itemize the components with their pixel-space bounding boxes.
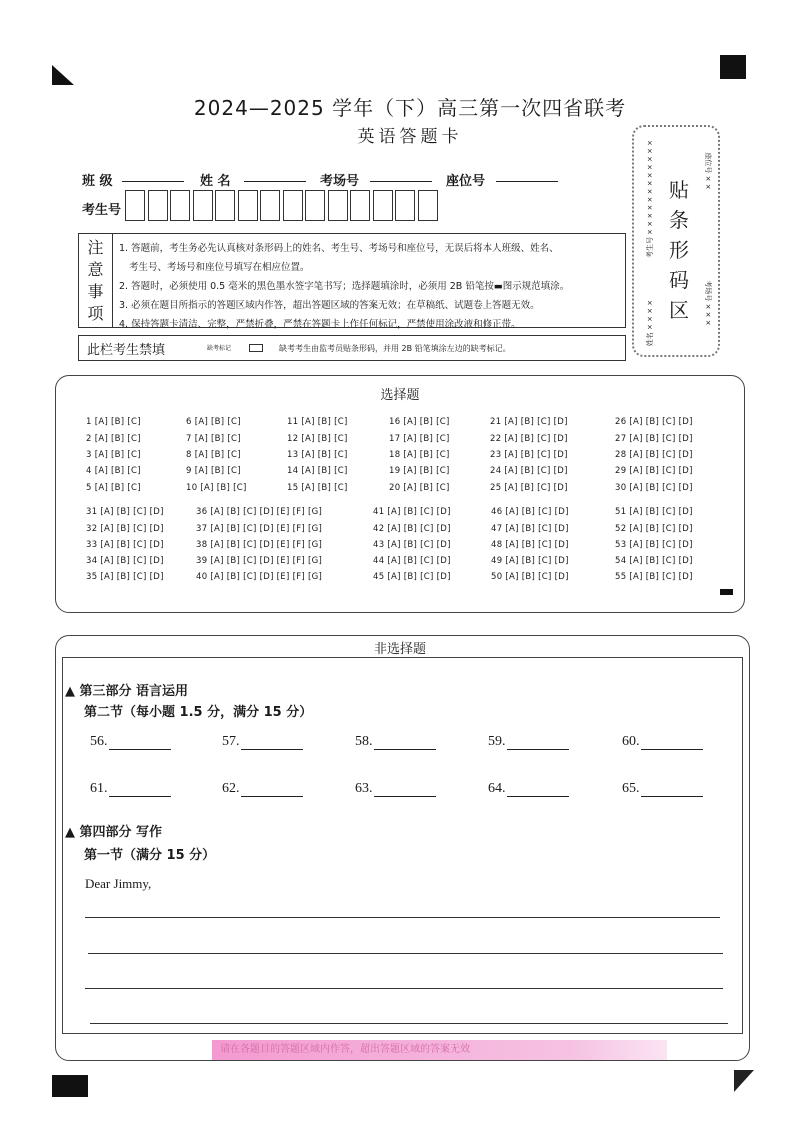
choice-question[interactable]: 8 [A] [B] [C] (186, 450, 241, 460)
id-digit-box[interactable] (395, 190, 415, 221)
fill-blank[interactable] (222, 734, 303, 750)
choice-question[interactable]: 25 [A] [B] [C] [D] (490, 483, 568, 493)
fill-blank[interactable] (355, 734, 436, 750)
section1-heading: 第一节（满分 15 分） (84, 848, 216, 863)
barcode-label-char: 条 (669, 208, 689, 232)
id-digit-box[interactable] (148, 190, 168, 221)
choice-question[interactable]: 5 [A] [B] [C] (86, 483, 141, 493)
note-item: 2. 答题时，必须使用 0.5 毫米的黑色墨水签字笔书写；选择题填涂时，必须用 2B 铅笔按▬图示规范填涂。 (119, 281, 570, 292)
choice-question[interactable]: 26 [A] [B] [C] [D] (615, 417, 693, 427)
room-label: 考场号 (320, 174, 360, 189)
blank-number: 62. (222, 781, 240, 796)
fill-blank[interactable] (355, 781, 436, 797)
choice-question[interactable]: 9 [A] [B] [C] (186, 466, 241, 476)
fill-blank[interactable] (488, 781, 569, 797)
id-label: 考生号 (82, 203, 122, 218)
choice-question[interactable]: 6 [A] [B] [C] (186, 417, 241, 427)
choice-question[interactable]: 37 [A] [B] [C] [D] [E] [F] [G] (196, 524, 323, 534)
blank-number: 57. (222, 734, 240, 749)
absent-note: 缺考考生由监考员贴条形码，并用 2B 铅笔填涂左边的缺考标记。 (279, 343, 511, 353)
choice-question[interactable]: 50 [A] [B] [C] [D] (491, 572, 569, 582)
choice-question[interactable]: 29 [A] [B] [C] [D] (615, 466, 693, 476)
choice-question[interactable]: 34 [A] [B] [C] [D] (86, 556, 164, 566)
fill-blank[interactable] (488, 734, 569, 750)
choice-question[interactable]: 44 [A] [B] [C] [D] (373, 556, 451, 566)
note-item: 考生号、考场号和座位号填写在相应位置。 (129, 262, 310, 273)
writing-line[interactable] (90, 1023, 728, 1024)
choice-question[interactable]: 42 [A] [B] [C] [D] (373, 524, 451, 534)
class-label: 班 级 (82, 174, 113, 189)
barcode-label-char: 形 (669, 238, 689, 262)
barcode-label-char: 区 (669, 298, 689, 322)
barcode-mid-text: 考生号 × × × × × × × × × × × × (646, 139, 654, 259)
choice-question[interactable]: 39 [A] [B] [C] [D] [E] [F] [G] (196, 556, 323, 566)
blank-number: 59. (488, 734, 506, 749)
writing-line[interactable] (85, 988, 723, 989)
blank-number: 58. (355, 734, 373, 749)
notes-side-char: 事 (87, 281, 104, 301)
timing-mark (720, 589, 733, 595)
choice-question[interactable]: 54 [A] [B] [C] [D] (615, 556, 693, 566)
writing-line[interactable] (85, 917, 720, 918)
nonchoice-title: 非选择题 (373, 642, 426, 657)
choice-question[interactable]: 2 [A] [B] [C] (86, 434, 141, 444)
corner-marker-bottom-right (734, 1070, 754, 1092)
choice-question[interactable]: 15 [A] [B] [C] (287, 483, 348, 493)
choice-question[interactable]: 30 [A] [B] [C] [D] (615, 483, 693, 493)
choice-question[interactable]: 36 [A] [B] [C] [D] [E] [F] [G] (196, 507, 323, 517)
choice-question[interactable]: 21 [A] [B] [C] [D] (490, 417, 568, 427)
id-digit-box[interactable] (328, 190, 348, 221)
choice-question[interactable]: 16 [A] [B] [C] (389, 417, 450, 427)
blank-line[interactable] (109, 785, 171, 797)
choice-question[interactable]: 12 [A] [B] [C] (287, 434, 348, 444)
blank-line[interactable] (507, 785, 569, 797)
corner-marker-top-left (52, 65, 74, 85)
choice-question[interactable]: 41 [A] [B] [C] [D] (373, 507, 451, 517)
choice-question[interactable]: 14 [A] [B] [C] (287, 466, 348, 476)
blank-number: 60. (622, 734, 640, 749)
choice-question[interactable]: 32 [A] [B] [C] [D] (86, 524, 164, 534)
name-label: 姓 名 (200, 174, 231, 189)
absent-mark-box[interactable] (249, 344, 263, 352)
choice-question[interactable]: 7 [A] [B] [C] (186, 434, 241, 444)
blank-number: 56. (90, 734, 108, 749)
footer-notice: 请在各题目的答题区域内作答，超出答题区域的答案无效 (212, 1040, 667, 1060)
room-field[interactable] (370, 168, 432, 182)
choice-question[interactable]: 27 [A] [B] [C] [D] (615, 434, 693, 444)
student-id-boxes[interactable] (125, 190, 440, 225)
blank-line[interactable] (374, 785, 436, 797)
seat-label: 座位号 (446, 174, 486, 189)
id-digit-box[interactable] (260, 190, 280, 221)
restricted-area (78, 335, 626, 361)
barcode-right-top-text: 座位号 × × (704, 152, 712, 190)
choice-question[interactable]: 49 [A] [B] [C] [D] (491, 556, 569, 566)
notes-side-char: 注 (87, 237, 104, 257)
id-digit-box[interactable] (170, 190, 190, 221)
note-item: 1. 答题前，考生务必先认真核对条形码上的姓名、考生号、考场号和座位号，无误后将本人班级、姓名、 (119, 243, 559, 254)
blank-line[interactable] (241, 785, 303, 797)
id-digit-box[interactable] (193, 190, 213, 221)
choice-question[interactable]: 3 [A] [B] [C] (86, 450, 141, 460)
id-digit-box[interactable] (305, 190, 325, 221)
choice-question[interactable]: 33 [A] [B] [C] [D] (86, 540, 164, 550)
letter-greeting: Dear Jimmy, (85, 876, 152, 891)
absent-label: 缺考标记 (207, 344, 232, 352)
choice-question[interactable]: 45 [A] [B] [C] [D] (373, 572, 451, 582)
fill-blank[interactable] (222, 781, 303, 797)
id-digit-box[interactable] (418, 190, 438, 221)
id-digit-box[interactable] (373, 190, 393, 221)
blank-number: 65. (622, 781, 640, 796)
note-item: 3. 必须在题目所指示的答题区域内作答，超出答题区域的答案无效；在草稿纸、试题卷上答题无效。 (119, 300, 540, 311)
choice-question[interactable]: 18 [A] [B] [C] (389, 450, 450, 460)
choice-question[interactable]: 53 [A] [B] [C] [D] (615, 540, 693, 550)
choice-question[interactable]: 20 [A] [B] [C] (389, 483, 450, 493)
section2-heading: 第二节（每小题 1.5 分，满分 15 分） (84, 705, 313, 720)
blank-line[interactable] (374, 738, 436, 750)
choice-question[interactable]: 11 [A] [B] [C] (287, 417, 348, 427)
barcode-left-text: 姓名 × × × × (646, 299, 654, 347)
choice-question[interactable]: 31 [A] [B] [C] [D] (86, 507, 164, 517)
part3-heading: ▲ 第三部分 语言运用 (65, 684, 189, 699)
id-digit-box[interactable] (350, 190, 370, 221)
choice-question[interactable]: 4 [A] [B] [C] (86, 466, 141, 476)
choice-question[interactable]: 24 [A] [B] [C] [D] (490, 466, 568, 476)
choice-question[interactable]: 46 [A] [B] [C] [D] (491, 507, 569, 517)
barcode-label-char: 贴 (669, 178, 689, 202)
choice-question[interactable]: 43 [A] [B] [C] [D] (373, 540, 451, 550)
blank-line[interactable] (241, 738, 303, 750)
id-digit-box[interactable] (125, 190, 145, 221)
choice-question[interactable]: 10 [A] [B] [C] (186, 483, 247, 493)
id-digit-box[interactable] (238, 190, 258, 221)
choice-question[interactable]: 35 [A] [B] [C] [D] (86, 572, 164, 582)
notes-side-label (79, 234, 113, 327)
choice-question[interactable]: 40 [A] [B] [C] [D] [E] [F] [G] (196, 572, 323, 582)
choice-question[interactable]: 47 [A] [B] [C] [D] (491, 524, 569, 534)
choice-question[interactable]: 23 [A] [B] [C] [D] (490, 450, 568, 460)
choice-question[interactable]: 51 [A] [B] [C] [D] (615, 507, 693, 517)
choice-question[interactable]: 52 [A] [B] [C] [D] (615, 524, 693, 534)
fill-blank[interactable] (90, 781, 171, 797)
barcode-area (632, 125, 720, 357)
restricted-label: 此栏考生禁填 (87, 342, 166, 358)
fill-blank[interactable] (622, 734, 703, 750)
name-field[interactable] (244, 168, 306, 182)
blank-line[interactable] (507, 738, 569, 750)
blank-number: 63. (355, 781, 373, 796)
exam-title: 2024—2025 学年（下）高三第一次四省联考 (193, 96, 627, 120)
note-item: 4. 保持答题卡清洁、完整，严禁折叠，严禁在答题卡上作任何标记，严禁使用涂改液和修正带。 (119, 319, 521, 330)
fill-blank[interactable] (622, 781, 703, 797)
barcode-label-char: 码 (669, 268, 689, 292)
choice-question[interactable]: 38 [A] [B] [C] [D] [E] [F] [G] (196, 540, 323, 550)
part4-heading: ▲ 第四部分 写作 (65, 825, 163, 840)
notes-side-char: 项 (87, 303, 104, 323)
blank-line[interactable] (641, 738, 703, 750)
choice-question[interactable]: 19 [A] [B] [C] (389, 466, 450, 476)
blank-number: 61. (90, 781, 108, 796)
writing-line[interactable] (88, 953, 723, 954)
choice-question[interactable]: 28 [A] [B] [C] [D] (615, 450, 693, 460)
notes-box (78, 233, 626, 328)
choice-question[interactable]: 13 [A] [B] [C] (287, 450, 348, 460)
notes-side-char: 意 (87, 259, 104, 279)
choice-question[interactable]: 55 [A] [B] [C] [D] (615, 572, 693, 582)
choice-title: 选择题 (380, 388, 420, 403)
choice-question[interactable]: 1 [A] [B] [C] (86, 417, 141, 427)
choice-question[interactable]: 22 [A] [B] [C] [D] (490, 434, 568, 444)
id-digit-box[interactable] (283, 190, 303, 221)
fill-blank[interactable] (90, 734, 171, 750)
blank-line[interactable] (109, 738, 171, 750)
id-digit-box[interactable] (215, 190, 235, 221)
choice-question[interactable]: 17 [A] [B] [C] (389, 434, 450, 444)
blank-line[interactable] (641, 785, 703, 797)
barcode-right-bottom-text: 考场号 × × × (704, 280, 712, 326)
class-field[interactable] (122, 168, 184, 182)
corner-marker-top-right (720, 55, 746, 79)
seat-field[interactable] (496, 168, 558, 182)
choice-question[interactable]: 48 [A] [B] [C] [D] (491, 540, 569, 550)
corner-marker-bottom-left (52, 1075, 88, 1097)
sheet-subtitle: 英语答题卡 (357, 127, 463, 147)
blank-number: 64. (488, 781, 506, 796)
